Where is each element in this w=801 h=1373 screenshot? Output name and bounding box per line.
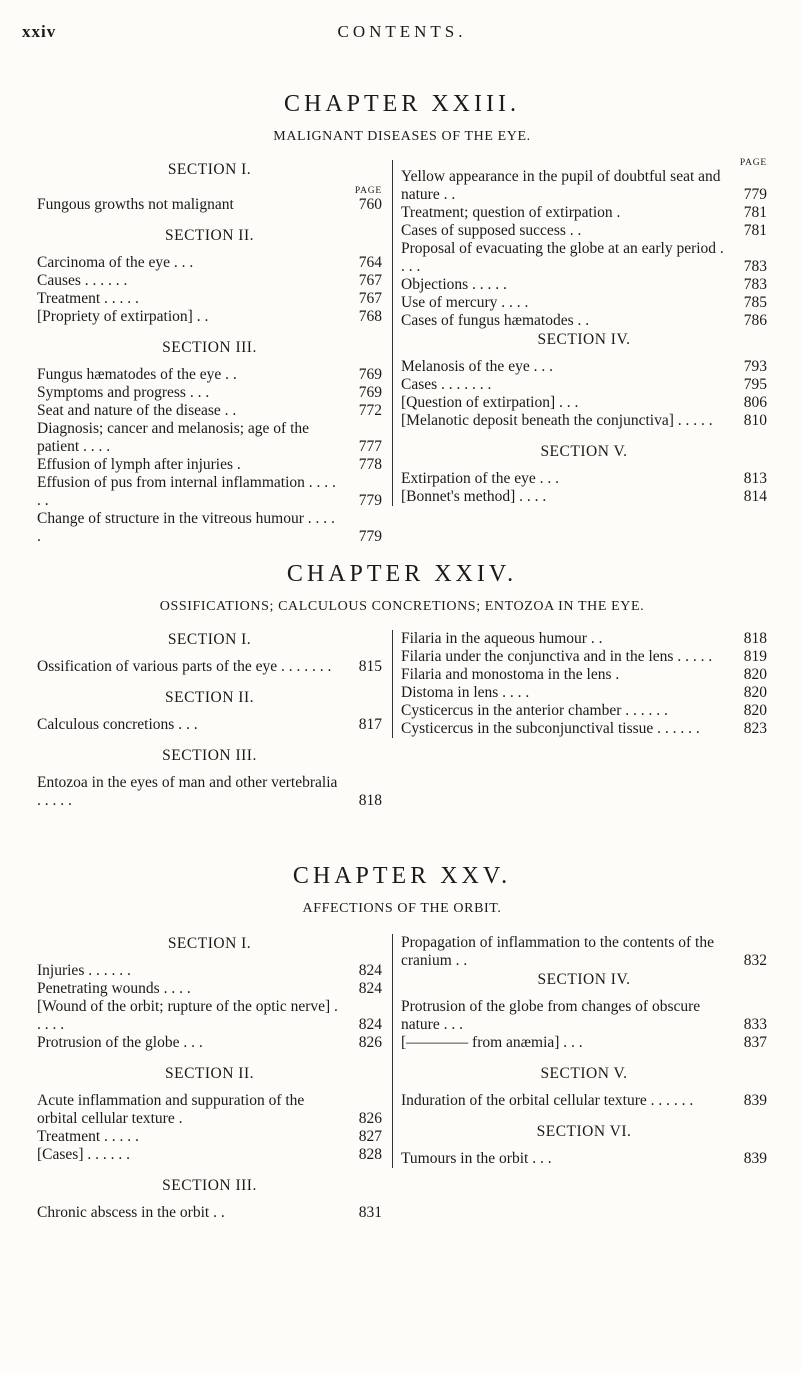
entry-page: 764 <box>358 254 382 271</box>
entry-text: Induration of the orbital cellular texture . . . . . . <box>401 1092 694 1109</box>
entry-page: 795 <box>743 376 767 393</box>
toc-entry <box>401 412 767 430</box>
entry-text: Protrusion of the globe from changes of obscure nature . . . <box>401 998 701 1033</box>
entry-page: 769 <box>358 366 382 383</box>
toc-entry <box>401 240 767 276</box>
section-heading: SECTION IV. <box>537 331 631 348</box>
entry-page: 783 <box>743 258 767 275</box>
entry-page: 818 <box>743 630 767 647</box>
entry-text: Filaria and monostoma in the lens . <box>401 666 620 683</box>
page-header <box>22 22 782 46</box>
entry-page: 818 <box>358 792 382 809</box>
toc-entry <box>37 290 382 308</box>
entry-text: Cases of supposed success . . <box>401 222 582 239</box>
entry-page: 824 <box>358 1016 382 1033</box>
section-heading: SECTION III. <box>162 339 257 356</box>
entry-page: 839 <box>743 1150 767 1167</box>
entry-text: Yellow appearance in the pupil of doubtful seat and nature . . <box>401 168 721 203</box>
toc-entry <box>37 272 382 290</box>
entry-text: Carcinoma of the eye . . . <box>37 254 194 271</box>
entry-page: 827 <box>358 1128 382 1145</box>
toc-entry <box>37 998 382 1034</box>
toc-right-column <box>392 934 767 1168</box>
toc-entry <box>37 774 382 810</box>
toc-entry <box>37 1092 382 1128</box>
entry-text: Melanosis of the eye . . . <box>401 358 553 375</box>
entry-page: 779 <box>743 186 767 203</box>
toc-entry <box>37 1128 382 1146</box>
page-column-label: PAGE <box>354 186 382 196</box>
entry-text: Propagation of inflammation to the contents of the cranium . . <box>401 934 714 969</box>
entry-page: 820 <box>743 702 767 719</box>
entry-text: Seat and nature of the disease . . <box>37 402 237 419</box>
entry-text: Filaria in the aqueous humour . . <box>401 630 603 647</box>
entry-text: Cases of fungus hæmatodes . . <box>401 312 590 329</box>
toc-entry <box>401 394 767 412</box>
entry-text: [Propriety of extirpation] . . <box>37 308 209 325</box>
chapter-xxv <box>22 862 782 1221</box>
chapter-xxiii <box>22 90 782 545</box>
entry-page: 767 <box>358 290 382 307</box>
entry-page: 824 <box>358 980 382 997</box>
page-column-label: PAGE <box>739 158 767 168</box>
entry-text: Treatment . . . . . <box>37 1128 139 1145</box>
toc-entry <box>401 312 767 330</box>
entry-text: Causes . . . . . . <box>37 272 128 289</box>
toc-entry <box>37 366 382 384</box>
entry-page: 837 <box>743 1034 767 1051</box>
toc-entry <box>37 716 382 734</box>
entry-text: [Question of extirpation] . . . <box>401 394 579 411</box>
entry-page: 769 <box>358 384 382 401</box>
entry-text: Effusion of lymph after injuries . <box>37 456 241 473</box>
toc-entry <box>401 666 767 684</box>
entry-text: Fungus hæmatodes of the eye . . <box>37 366 237 383</box>
entry-text: Distoma in lens . . . . <box>401 684 530 701</box>
section-heading: SECTION II. <box>164 1065 255 1082</box>
entry-page: 779 <box>358 528 382 545</box>
toc-entry <box>37 1034 382 1052</box>
entry-text: Chronic abscess in the orbit . . <box>37 1204 225 1221</box>
entry-page: 767 <box>358 272 382 289</box>
entry-page: 810 <box>743 412 767 429</box>
entry-page: 826 <box>358 1110 382 1127</box>
entry-text: Ossification of various parts of the eye . . . . . . . <box>37 658 332 675</box>
section-heading: SECTION III. <box>162 1177 257 1194</box>
chapter-xxiv <box>22 560 782 809</box>
toc-entry <box>401 276 767 294</box>
toc-entry <box>401 684 767 702</box>
entry-page: 785 <box>743 294 767 311</box>
chapter-title: CHAPTER XXIV. <box>286 561 518 587</box>
toc-entry <box>401 1034 767 1052</box>
chapter-title: CHAPTER XXIII. <box>284 91 520 117</box>
toc-left-column <box>37 160 382 546</box>
chapter-title: CHAPTER XXV. <box>292 863 512 889</box>
entry-page: 820 <box>743 666 767 683</box>
entry-page: 833 <box>743 1016 767 1033</box>
entry-text: Cysticercus in the subconjunctival tissue . . . . . . <box>401 720 700 737</box>
entry-text: Use of mercury . . . . <box>401 294 529 311</box>
entry-text: [Melanotic deposit beneath the conjunctiva] . . . . . <box>401 412 713 429</box>
entry-text: Filaria under the conjunctiva and in the lens . . . . . <box>401 648 713 665</box>
entry-page: 813 <box>743 470 767 487</box>
toc-entry <box>401 1150 767 1168</box>
entry-page: 793 <box>743 358 767 375</box>
entry-text: Fungous growths not malignant <box>37 196 234 213</box>
toc-entry <box>401 630 767 648</box>
entry-page: 806 <box>743 394 767 411</box>
toc-entry <box>37 980 382 998</box>
toc-entry <box>401 294 767 312</box>
running-title: CONTENTS. <box>337 22 467 41</box>
toc-entry <box>37 510 382 546</box>
entry-text: Acute inflammation and suppuration of the orbital cellular texture . <box>37 1092 305 1127</box>
entry-page: 814 <box>743 488 767 505</box>
toc-entry <box>37 1204 382 1222</box>
entry-page: 777 <box>358 438 382 455</box>
page-number: xxiv <box>22 22 57 41</box>
entry-page: 772 <box>358 402 382 419</box>
entry-page: 828 <box>358 1146 382 1163</box>
toc-entry <box>401 470 767 488</box>
entry-text: Treatment . . . . . <box>37 290 139 307</box>
section-heading: SECTION V. <box>540 443 628 460</box>
entry-page: 760 <box>358 196 382 213</box>
entry-text: Extirpation of the eye . . . <box>401 470 559 487</box>
toc-right-column <box>392 630 767 738</box>
toc-entry <box>37 402 382 420</box>
entry-text: Tumours in the orbit . . . <box>401 1150 552 1167</box>
entry-page: 826 <box>358 1034 382 1051</box>
toc-entry <box>401 648 767 666</box>
toc-entry <box>401 168 767 204</box>
entry-text: Treatment; question of extirpation . <box>401 204 621 221</box>
entry-text: Objections . . . . . <box>401 276 507 293</box>
entry-page: 783 <box>743 276 767 293</box>
entry-page: 781 <box>743 222 767 239</box>
entry-text: Diagnosis; cancer and melanosis; age of the patient . . . . <box>37 420 310 455</box>
entry-text: [Bonnet's method] . . . . <box>401 488 547 505</box>
toc-entry <box>37 420 382 456</box>
entry-page: 831 <box>358 1204 382 1221</box>
toc-entry <box>401 702 767 720</box>
toc-entry <box>37 254 382 272</box>
section-heading: SECTION II. <box>164 689 255 706</box>
toc-entry <box>37 962 382 980</box>
toc-entry <box>37 474 382 510</box>
toc-entry <box>37 1146 382 1164</box>
entry-text: [Wound of the orbit; rupture of the optic nerve] . . . . . <box>37 998 338 1033</box>
toc-left-column <box>37 630 382 810</box>
entry-text: Entozoa in the eyes of man and other vertebralia . . . . . <box>37 774 338 809</box>
entry-text: Effusion of pus from internal inflammation . . . . . . <box>37 474 336 509</box>
toc-entry <box>401 998 767 1034</box>
toc-entry <box>401 204 767 222</box>
section-heading: SECTION V. <box>540 1065 628 1082</box>
toc-entry <box>37 456 382 474</box>
chapter-subtitle: OSSIFICATIONS; CALCULOUS CONCRETIONS; ENTOZOA IN THE EYE. <box>159 599 645 614</box>
entry-text: Change of structure in the vitreous humour . . . . . <box>37 510 335 545</box>
entry-text: Cases . . . . . . . <box>401 376 492 393</box>
entry-page: 819 <box>743 648 767 665</box>
chapter-subtitle: MALIGNANT DISEASES OF THE EYE. <box>273 129 531 144</box>
toc-entry <box>37 384 382 402</box>
entry-text: Cysticercus in the anterior chamber . . . . . . <box>401 702 668 719</box>
toc-entry <box>401 358 767 376</box>
toc-entry <box>37 658 382 676</box>
section-heading: SECTION I. <box>167 935 252 952</box>
toc-entry <box>401 376 767 394</box>
entry-text: Symptoms and progress . . . <box>37 384 210 401</box>
entry-text: [Cases] . . . . . . <box>37 1146 130 1163</box>
entry-page: 768 <box>358 308 382 325</box>
entry-page: 839 <box>743 1092 767 1109</box>
entry-text: Injuries . . . . . . <box>37 962 131 979</box>
toc-entry <box>401 1092 767 1110</box>
entry-page: 786 <box>743 312 767 329</box>
entry-page: 815 <box>358 658 382 675</box>
entry-page: 832 <box>743 952 767 969</box>
entry-page: 824 <box>358 962 382 979</box>
entry-page: 817 <box>358 716 382 733</box>
entry-page: 823 <box>743 720 767 737</box>
toc-entry <box>401 720 767 738</box>
toc-entry <box>401 934 767 970</box>
chapter-subtitle: AFFECTIONS OF THE ORBIT. <box>302 901 502 916</box>
toc-left-column <box>37 934 382 1222</box>
toc-right-column <box>392 160 767 506</box>
entry-page: 820 <box>743 684 767 701</box>
toc-entry <box>37 196 382 214</box>
section-heading: SECTION III. <box>162 747 257 764</box>
toc-entry <box>401 222 767 240</box>
section-heading: SECTION I. <box>167 631 252 648</box>
entry-page: 781 <box>743 204 767 221</box>
section-heading: SECTION IV. <box>537 971 631 988</box>
section-heading: SECTION VI. <box>536 1123 632 1140</box>
entry-text: Protrusion of the globe . . . <box>37 1034 203 1051</box>
toc-entry <box>37 308 382 326</box>
entry-text: [———— from anæmia] . . . <box>401 1034 583 1051</box>
entry-page: 779 <box>358 492 382 509</box>
entry-text: Proposal of evacuating the globe at an early period . . . . <box>401 240 724 275</box>
entry-text: Calculous concretions . . . <box>37 716 198 733</box>
section-heading: SECTION I. <box>167 161 252 178</box>
entry-page: 778 <box>358 456 382 473</box>
toc-entry <box>401 488 767 506</box>
entry-text: Penetrating wounds . . . . <box>37 980 191 997</box>
section-heading: SECTION II. <box>164 227 255 244</box>
